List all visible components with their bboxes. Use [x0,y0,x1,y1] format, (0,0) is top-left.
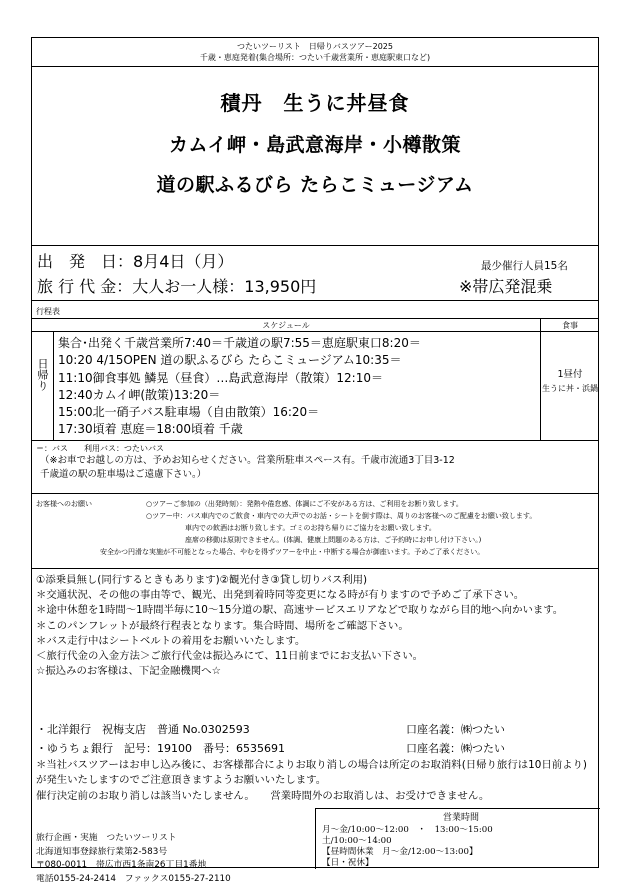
hours-weekday: 月～金/10:00～12:00 ・ 13:00～15:00 [322,825,493,835]
company-info [36,832,231,886]
schedule-line: 10:20 4/15OPEN 道の駅ふるびら たらこミュージアム10:35＝ [58,353,402,368]
day-cell [32,331,54,441]
min-people: 最少催行人員15名 [481,260,568,272]
hours-saturday: 土/10:00～14:00 [322,836,392,846]
note-line: ＊このパンフレットが最終行程表となります。集合時間、場所をご確認下さい。 [36,619,409,632]
meal-header: 食事 [540,318,599,332]
requests-label: お客様へのお願い [36,500,92,508]
company-phone: 電話0155-24-2414 ファックス0155-27-2110 [36,873,231,884]
company-address: 〒080-0011 帯広市西1条南26丁目1番地 [36,860,207,870]
request-item: 車内での飲酒はお断り致します。ゴミのお持ち帰りにご協力をお願い致します。 [185,524,436,532]
hours-title: 営業時間 [442,813,479,823]
request-item: ○ツアー中：バス車内でのご飲食・車内での大声でのお話・シートを倒す際は、周りのお客様へのご配慮をお願い致します。 [146,512,537,520]
note-line: ＊途中休憩を1時間～1時間半毎に10～15分道の駅、高速サービスエリアなどで取りながら目的地へ向かいます。 [36,604,564,617]
bank-hokuyo-holder: 口座名義：㈱つたい [406,723,505,736]
price-label: 旅 行 代 金： [37,277,133,296]
hours-closed: 【日・祝休】 [322,858,374,868]
tour-price [37,277,316,297]
header-line2: 千歳・恵庭発着(集合場所：つたい千歳営業所・恵庭駅東口など) [199,53,431,62]
requests-block [32,494,598,569]
request-item: 座席の移動は原則できません。(体調、健康上問題のある方は、ご予約時にお申し付け下さい。) [185,536,482,544]
schedule-line: 11:10御食事処 鱗晃（昼食）…島武意海岸（散策）12:10＝ [58,370,383,385]
notes-block [32,569,598,809]
meal-cell [540,331,599,441]
title-block [32,67,598,246]
request-item: ○ツアーご参加の（出発時刻）：発熱や倦怠感、体調にご不安がある方は、ご利用をお断り致します。 [146,500,463,508]
title-main: 積丹 生うに丼昼食 [220,91,410,115]
itinerary-label: 行程表 [36,307,60,316]
bus-note: ＝：バス 利用バス：つたいバス [36,444,164,453]
header-block [32,38,598,67]
schedule-line: 集合･出発く千歳営業所7:40＝千歳道の駅7:55＝恵庭駅東口8:20＝ [58,336,421,350]
schedule-line: 12:40カムイ岬(散策)13:20＝ [58,387,221,402]
price-note: ※帯広発混乗 [459,277,553,296]
price-value: 大人お一人様：13,950円 [132,277,317,296]
schedule-header: スケジュール [32,318,541,332]
request-item: 安全かつ円滑な実施が不可能となった場合、やむを得ずツアーを中止・中断する場合が御座います。予めご了承ください。 [100,548,485,556]
schedule-cell [53,331,541,441]
note-line: ＊バス走行中はシートベルトの着用をお願いいたします。 [36,634,306,647]
bank-hokuyo: ・北洋銀行 祝梅支店 普通 No.0302593 [36,723,250,736]
day-label: 日帰り [36,358,49,391]
note-line: ＊交通状況、その他の事由等で、観光、出発到着時同等変更になる時が有りますので予めご了承下さい。 [36,589,525,602]
cancel-note: 催行決定前のお取り消しは該当いたしません。 営業時間外のお取消しは、お受けできません。 [36,790,490,802]
schedule-line: 17:30頃着 恵庭＝18:00頃着 千歳 [58,422,243,437]
departure-price-block [32,246,598,301]
header-line1: つたいツーリスト 日帰りバスツアー2025 [237,42,393,51]
parking-remark-2: 千歳道の駅の駐車場はご遠慮下さい。） [40,469,207,480]
meal-menu: 生うに丼・浜鍋 [542,384,598,393]
flyer-frame [31,37,599,884]
schedule-line: 15:00北一硝子バス駐車場（自由散策）16:20＝ [58,405,320,420]
cancel-policy: ＊当社バスツアーはお申し込み後に、お客様都合によりお取り消しの場合は所定のお取消料(日帰り旅行は10日前より)が発生いたしますのでご注意頂きますようお願いいたします。 [36,759,587,787]
title-sub2: 道の駅ふるびら たらこミュージアム [156,174,474,196]
departure-value: 8月4日（月） [133,252,234,271]
note-line: ①添乗員無し(同行するときもあります)②観光付き③貸し切りバス利用) [36,574,368,586]
note-line: ＜旅行代金の入金方法＞ご旅行代金は振込みにて、11日前までにお支払い下さい。 [36,650,424,663]
company-name: 旅行企画・実施 つたいツーリスト [36,833,177,843]
title-sub1: カムイ岬・島武意海岸・小樽散策 [168,134,462,156]
hours-lunch-break: 【昼時間休業 月～金/12:00～13:00】 [322,847,478,857]
bank-yucho: ・ゆうちょ銀行 記号：19100 番号：6535691 [36,742,285,755]
note-line: ☆振込みのお客様は、下記金融機関へ☆ [36,665,221,678]
notes-list [32,569,598,679]
departure-label: 出 発 日： [37,252,134,271]
company-license: 北海道知事登録旅行業第2-583号 [36,846,168,857]
bank-yucho-holder: 口座名義：㈱つたい [406,742,505,755]
business-hours-box [315,808,600,869]
departure-date [37,252,233,272]
parking-remark-1: （※お車でお越しの方は、予めお知らせください。営業所駐車スペース有。千歳市流通3丁目3-12 [40,455,455,466]
meal-count: 1昼付 [557,369,583,380]
itinerary-block [32,301,598,494]
